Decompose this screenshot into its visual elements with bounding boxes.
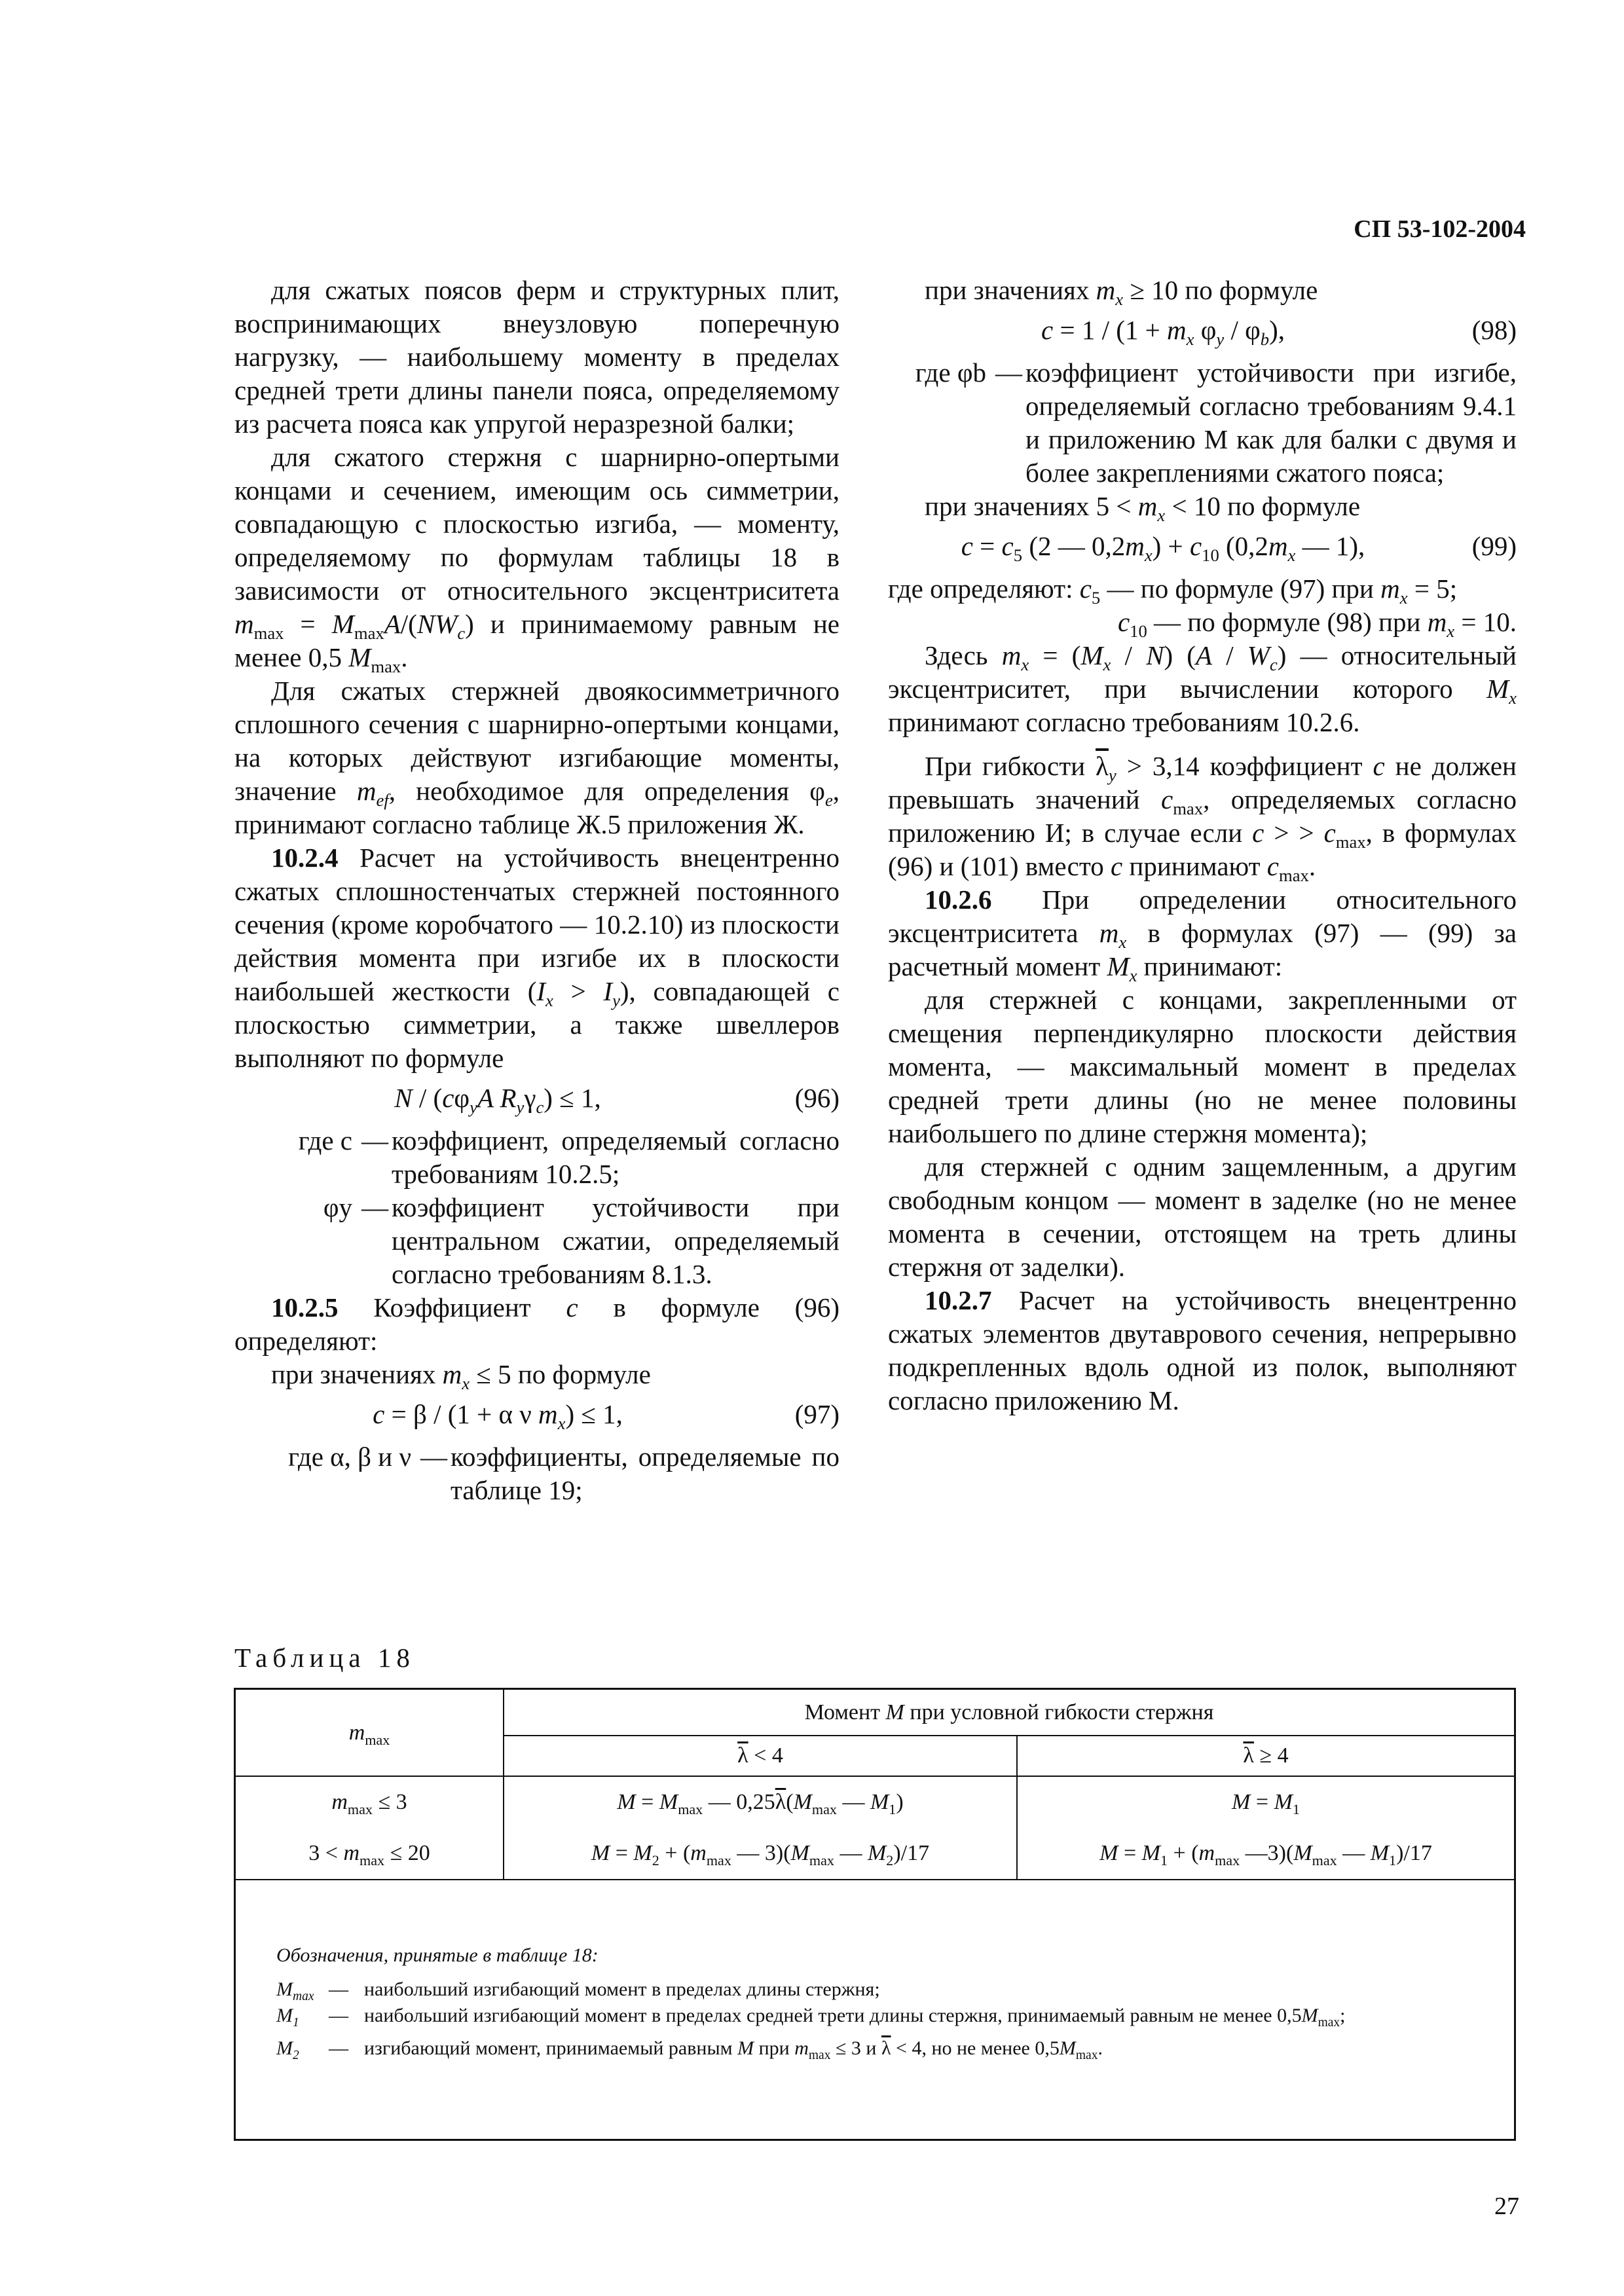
formula-99 — [888, 530, 1517, 566]
header-mmax: $m_{max}$ — [236, 1690, 504, 1776]
formula-97 — [234, 1398, 840, 1434]
section-number: 10.2.6 — [925, 884, 992, 915]
header-ge4: $\overline{\lambda} \ge 4$ — [1017, 1736, 1514, 1776]
legend-row: $M_{max}$ — наибольший изгибающий момент в пределах длины стержня; — [276, 1978, 880, 2003]
cell-condition: $m_{max} \le 3$ $3 < m_{max} \le 20$ — [236, 1776, 504, 1880]
section-number: 10.2.4 — [271, 843, 339, 873]
section-number: 10.2.7 — [925, 1285, 992, 1315]
section-10-2-4: 10.2.4 Расчет на устойчивость внецентренно сжатых сплошностенчатых стержней постоянного сечения (кроме коробчатого — 10.2.10) из плоскости действия момента при изгибе их в плоскости наибольшей жесткости $(I_x > I_y)$, совпадающей с плоскостью симметрии, а также швеллеров выполняют по формуле — [234, 843, 840, 1073]
left-column — [234, 274, 840, 1507]
section-10-2-5: 10.2.5 Коэффициент c в формуле (96) определяют: — [234, 1292, 840, 1356]
definition-term: φy — [323, 1192, 352, 1222]
formula-number: (97) — [794, 1399, 840, 1429]
section-10-2-7: 10.2.7 Расчет на устойчивость внецентренно сжатых элементов двутаврового сечения, непрерывно подкрепленных вдоль одной из полок, выполняют согласно приложению М. — [888, 1285, 1517, 1415]
definition-c: где c — коэффициент, определяемый согласно требованиям 10.2.5; — [234, 1124, 840, 1191]
paragraph-double-symmetric: Для сжатых стержней двоякосимметричного сплошного сечения с шарнирно-опертыми концами, на которых действуют изгибающие моменты, значение $m_{ef}$, необходимое для определения $\varphi_e$, принимают согласно таблице Ж.5 приложения Ж. — [234, 676, 840, 839]
header-moment: Момент M при условной гибкости стержня — [504, 1690, 1514, 1736]
page-number: 27 — [1494, 2193, 1519, 2220]
paragraph-mx-ge-10: при значениях $m_x \ge 10$ по формуле — [925, 275, 1318, 310]
cell-ge4: $M = M_1$ $M = M_1 + (m_{max}$ $—3)(M_{max}$ — $M_1)/17$ — [1017, 1776, 1514, 1880]
paragraph-c5: где определяют: $c_5$ — по формуле (97) при $m_x = 5$; — [888, 574, 1458, 608]
table-18 — [234, 1688, 1516, 2141]
formula-number: (98) — [1471, 315, 1517, 345]
table-legend — [236, 1942, 1514, 2062]
paragraph-clamped-end: для стержней с одним защемленным, а другим свободным концом — момент в заделке (но не менее момента в сечении, отстоящем на треть длины стержня от заделки). — [888, 1152, 1517, 1282]
definition-alpha-beta-nu: где α, β и ν — коэффициенты, определяемые по таблице 19; — [234, 1440, 840, 1507]
section-number: 10.2.5 — [271, 1292, 339, 1322]
paragraph-mx-5-10: при значениях $5 < m_x < 10$ по формуле — [925, 491, 1361, 526]
paragraph-flexibility: При гибкости $\overline{\lambda}_y > 3,14$ коэффициент c не должен превышать значений $c_{max}$, определяемых согласно приложению И; в случае если c > > $c_{max}$, в формулах (96) и (101) вместо c принимают $c_{max}$. — [888, 751, 1517, 886]
formula-number: (99) — [1471, 531, 1517, 561]
legend-row: $M_1$ — наибольший изгибающий момент в пределах средней трети длины стержня, принимаемый равным не менее $0,5M_{max}$; — [276, 2005, 1346, 2030]
table-18-grid — [236, 1690, 1514, 1880]
definition-phi-b: где φb — коэффициент устойчивости при изгибе, определяемый согласно требованиям 9.4.1 и приложению М как для балки с двумя и более закреплениями сжатого пояса; — [888, 356, 1517, 490]
definition-term: где c — [298, 1125, 352, 1156]
formula-number: (96) — [794, 1083, 840, 1113]
header-lt4: $\overline{\lambda} < 4$ — [504, 1736, 1017, 1776]
legend-title: Обозначения, принятые в таблице 18: — [276, 1944, 599, 1966]
table-caption: Таблица 18 — [234, 1643, 415, 1673]
paragraph-eccentricity: Здесь $m_x = (M_x / N)$ $(A / W_c)$ — относительный эксцентриситет, при вычислении которого $M_x$ принимают согласно требованиям 10.2.6. — [888, 640, 1517, 737]
definition-text: коэффициенты, определяемые по таблице 19; — [451, 1442, 840, 1505]
legend-row: $M_2$ — изгибающий момент, принимаемый равным M при $m_{max} \le 3$ и $\overline{\lambda} < 4$, но не менее $0,5M_{max}$. — [276, 2037, 1103, 2062]
document-code: СП 53-102-2004 — [1354, 215, 1526, 243]
definition-text: коэффициент устойчивости при центральном сжатии, определяемый согласно требованиям 8.1.3. — [392, 1192, 840, 1289]
formula-expression: c = β / (1 + α ν $m_x) \le 1$, — [373, 1399, 623, 1434]
definition-phi-y: φy — коэффициент устойчивости при центральном сжатии, определяемый согласно требованиям 8.1.3. — [234, 1191, 840, 1291]
paragraph-mx-le-5: при значениях $m_x \le 5$ по формуле — [271, 1359, 651, 1394]
section-10-2-6: 10.2.6 При определении относительного эксцентриситета $m_x$ в формулах (97) — (99) за расчетный момент $M_x$ принимают: — [888, 884, 1517, 986]
paragraph-chord: для сжатых поясов ферм и структурных плит, воспринимающих внеузловую поперечную нагрузку, — наибольшему моменту в пределах средней трети длины панели пояса, определяемому из расчета пояса как упругой неразрезной балки; — [234, 275, 840, 439]
paragraph-hinged-rod: для сжатого стержня с шарнирно-опертыми концами и сечением, имеющим ось симметрии, совпадающую с плоскостью изгиба, — моменту, определяемому по формулам таблицы 18 в зависимости от относительного эксцентриситета $m_{max} = M_{max}A/(NW_c)$ и принимаемому равным не менее 0,5 $M_{max}$. — [234, 442, 840, 677]
paragraph-c10: $c_{10}$ — по формуле (98) при $m_x = 10$. — [1117, 607, 1517, 642]
formula-expression: $c = 1 / (1 + m_x$ $\varphi_y / \varphi_b$), — [1041, 315, 1285, 350]
definition-text: коэффициент, определяемый согласно требованиям 10.2.5; — [392, 1125, 840, 1189]
paragraph-fixed-ends: для стержней с концами, закрепленными от смещения перпендикулярно плоскости действия момента, — максимальный момент в пределах средней трети длины (но не менее половины наибольшего по длине стержня момента); — [888, 985, 1517, 1148]
definition-text: коэффициент устойчивости при изгибе, определяемый согласно требованиям 9.4.1 и приложению М как для балки с двумя и более закреплениями сжатого пояса; — [1025, 357, 1517, 488]
formula-96 — [234, 1082, 840, 1118]
right-column — [888, 274, 1517, 1417]
definition-term: где α, β и ν — [288, 1442, 411, 1472]
formula-expression: N / ($c\varphi_yA$ $R_y\gamma_c) \le 1$, — [394, 1083, 601, 1118]
formula-expression: $c = c_5$ (2 — $0,2m_x) + c_{10}$ ($0,2m_x$ — 1), — [961, 531, 1365, 566]
formula-98 — [888, 314, 1517, 350]
cell-lt4: $M = M_{max}$ — $0,25\overline{\lambda}(M_{max}$ — $M_1$) $M = M_2 + (m_{max}$ — $3)(M_{max}$ — $M_2)/17$ — [504, 1776, 1017, 1880]
definition-term: где φb — [915, 357, 986, 388]
